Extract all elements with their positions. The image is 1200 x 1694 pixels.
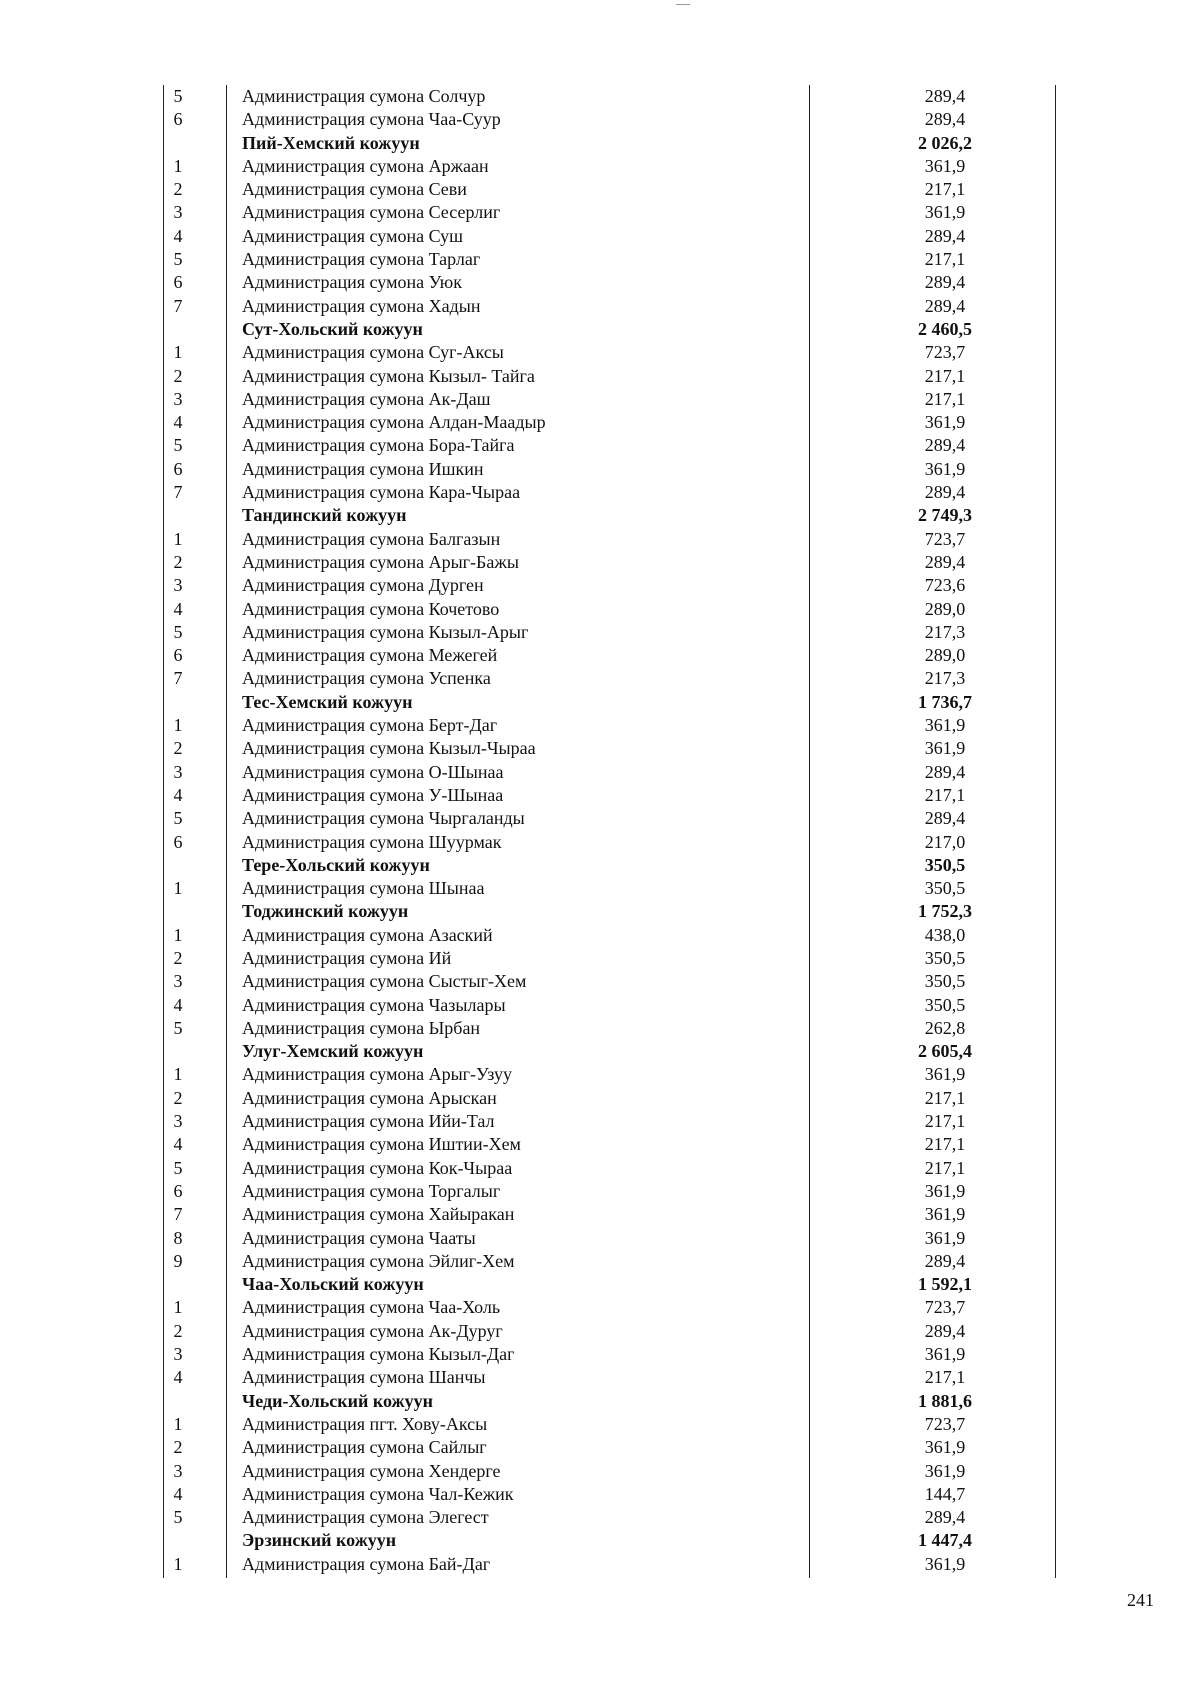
row-value: 361,9 [924,715,966,736]
row-name: Администрация сумона Ырбан [242,1017,481,1038]
row-name: Администрация сумона Уюк [242,272,462,293]
row-number: 6 [173,831,183,852]
row-value: 2 749,3 [918,505,972,526]
row-name: Администрация сумона Бай-Даг [242,1553,491,1574]
row-number: 2 [173,365,183,386]
row-number: 1 [173,1413,183,1434]
row-name: Администрация сумона Шуурмак [242,831,502,852]
row-name: Администрация сумона Суш [242,225,464,246]
row-number: 5 [173,808,183,829]
row-name: Администрация сумона Торгалыг [242,1180,501,1201]
row-name: Тес-Хемский кожуун [242,691,413,712]
row-value: 723,7 [924,528,966,549]
row-name: Администрация сумона Алдан-Маадыр [242,412,546,433]
row-name: Чеди-Хольский кожуун [242,1390,433,1411]
table-row [160,667,1060,690]
row-value: 350,5 [924,854,966,875]
row-value: 289,4 [924,109,966,130]
table-row [160,108,1060,131]
table-row [160,178,1060,201]
row-number: 4 [173,225,183,246]
row-value: 217,1 [924,1157,966,1178]
table-row [160,714,1060,737]
table-row [160,1343,1060,1366]
row-number: 6 [173,645,183,666]
table-row [160,574,1060,597]
row-number: 2 [173,551,183,572]
table-row [160,621,1060,644]
row-value: 217,1 [924,388,966,409]
row-number: 7 [173,295,183,316]
row-value: 262,8 [924,1017,966,1038]
row-name: Администрация сумона Иштии-Хем [242,1134,521,1155]
table-row [160,341,1060,364]
table-row [160,737,1060,760]
table-row [160,1017,1060,1040]
table-row [160,807,1060,830]
page-number: 241 [1127,1590,1154,1610]
row-name: Администрация сумона Чал-Кежик [242,1483,514,1504]
row-value: 1 752,3 [918,901,972,922]
row-value: 289,4 [924,808,966,829]
row-name: Администрация сумона Аржаан [242,155,489,176]
table-row [160,947,1060,970]
table-row [160,761,1060,784]
row-number: 2 [173,179,183,200]
table-row [160,1133,1060,1156]
row-number: 5 [173,621,183,642]
row-value: 361,9 [924,1227,966,1248]
table-row [160,1296,1060,1319]
table-row [160,831,1060,854]
row-number: 5 [173,86,183,106]
row-number: 4 [173,994,183,1015]
row-number: 7 [173,1204,183,1225]
row-value: 361,9 [924,458,966,479]
row-number: 7 [173,482,183,503]
row-value: 350,5 [924,971,966,992]
row-value: 217,1 [924,1134,966,1155]
row-number: 6 [173,458,183,479]
district-header-row [160,854,1060,877]
table-row [160,784,1060,807]
table-row [160,970,1060,993]
table-row [160,551,1060,574]
row-number: 8 [173,1227,183,1248]
table-row [160,1063,1060,1086]
row-name: Тандинский кожуун [242,505,407,526]
row-number: 5 [173,1157,183,1178]
table-row [160,1506,1060,1529]
row-number: 1 [173,342,183,363]
row-name: Администрация сумона Кызыл-Арыг [242,621,529,642]
row-value: 723,7 [924,1297,966,1318]
row-value: 217,1 [924,249,966,270]
row-name: Администрация сумона Хендерге [242,1460,501,1481]
row-number: 1 [173,924,183,945]
row-value: 289,0 [924,645,966,666]
row-name: Эрзинский кожуун [242,1530,397,1551]
row-value: 1 881,6 [918,1390,972,1411]
row-value: 1 592,1 [918,1274,972,1295]
row-value: 723,7 [924,1413,966,1434]
row-value: 361,9 [924,1437,966,1458]
row-name: Администрация сумона Арыскан [242,1087,497,1108]
row-value: 2 605,4 [918,1041,972,1062]
row-name: Администрация сумона О-Шынаа [242,761,504,782]
row-value: 361,9 [924,738,966,759]
row-name: Администрация сумона Кок-Чыраа [242,1157,513,1178]
row-name: Администрация сумона Чаа-Суур [242,109,501,130]
row-value: 350,5 [924,878,966,899]
table-row [160,388,1060,411]
row-name: Администрация сумона Хайыракан [242,1204,515,1225]
row-number: 4 [173,1483,183,1504]
table-row [160,528,1060,551]
table-row [160,458,1060,481]
row-value: 217,3 [924,621,966,642]
row-name: Администрация сумона Бора-Тайга [242,435,515,456]
row-number: 1 [173,715,183,736]
table-row [160,1483,1060,1506]
row-value: 144,7 [924,1483,966,1504]
row-name: Администрация сумона Дурген [242,575,484,596]
table-row [160,201,1060,224]
table-row [160,598,1060,621]
row-number: 5 [173,1017,183,1038]
row-value: 350,5 [924,947,966,968]
row-value: 361,9 [924,155,966,176]
row-name: Администрация сумона Кочетово [242,598,500,619]
row-name: Администрация сумона Элегест [242,1507,489,1528]
district-header-row [160,318,1060,341]
row-value: 217,1 [924,1111,966,1132]
table-row [160,1366,1060,1389]
row-name: Тоджинский кожуун [242,901,409,922]
row-name: Администрация сумона Сайлыг [242,1437,487,1458]
row-number: 4 [173,412,183,433]
row-name: Администрация сумона Чааты [242,1227,476,1248]
row-value: 217,1 [924,784,966,805]
row-number: 3 [173,1460,183,1481]
row-name: Пий-Хемский кожуун [242,132,420,153]
row-name: Администрация сумона Кызыл- Тайга [242,365,535,386]
row-value: 289,4 [924,225,966,246]
table-row [160,1320,1060,1343]
row-number: 1 [173,155,183,176]
row-name: Администрация сумона Хадын [242,295,481,316]
table-row [160,1413,1060,1436]
district-header-row [160,900,1060,923]
row-value: 350,5 [924,994,966,1015]
row-value: 2 460,5 [918,318,972,339]
row-name: Администрация сумона Межегей [242,645,498,666]
row-number: 5 [173,435,183,456]
row-number: 2 [173,947,183,968]
row-number: 2 [173,1087,183,1108]
district-header-row [160,1040,1060,1063]
district-header-row [160,1529,1060,1552]
row-number: 3 [173,202,183,223]
row-name: Администрация сумона Чаа-Холь [242,1297,501,1318]
row-name: Администрация сумона Кара-Чыраа [242,482,521,503]
row-name: Администрация сумона Сесерлиг [242,202,501,223]
row-number: 6 [173,1180,183,1201]
row-value: 217,1 [924,179,966,200]
row-value: 361,9 [924,1460,966,1481]
row-name: Администрация сумона Кызыл-Даг [242,1344,515,1365]
row-number: 5 [173,249,183,270]
row-name: Администрация сумона Ак-Дуруг [242,1320,503,1341]
row-number: 1 [173,1064,183,1085]
row-name: Администрация сумона Тарлаг [242,249,481,270]
table-row [160,481,1060,504]
row-number: 2 [173,1437,183,1458]
table-row [160,155,1060,178]
table-row [160,1157,1060,1180]
row-name: Администрация сумона Шанчы [242,1367,486,1388]
table-row [160,1203,1060,1226]
row-name: Администрация сумона Чазылары [242,994,506,1015]
table-row [160,1110,1060,1133]
row-value: 723,7 [924,342,966,363]
row-name: Администрация сумона У-Шынаа [242,784,504,805]
row-value: 289,0 [924,598,966,619]
row-number: 3 [173,1344,183,1365]
district-header-row [160,1390,1060,1413]
table-row [160,924,1060,947]
row-number: 2 [173,738,183,759]
district-header-row [160,504,1060,527]
budget-table [160,85,1060,1576]
row-number: 3 [173,388,183,409]
row-value: 217,3 [924,668,966,689]
table-row [160,994,1060,1017]
row-number: 1 [173,528,183,549]
row-number: 1 [173,1553,183,1574]
row-value: 289,4 [924,295,966,316]
row-name: Администрация сумона Ий [242,947,452,968]
row-value: 289,4 [924,1320,966,1341]
row-number: 6 [173,272,183,293]
row-name: Администрация сумона Шынаа [242,878,485,899]
row-value: 361,9 [924,202,966,223]
row-value: 1 447,4 [918,1530,972,1551]
row-number: 9 [173,1250,183,1271]
district-header-row [160,691,1060,714]
table-row [160,1227,1060,1250]
table-row [160,271,1060,294]
district-header-row [160,1273,1060,1296]
table-row [160,365,1060,388]
row-value: 361,9 [924,412,966,433]
row-name: Администрация сумона Ийи-Тал [242,1111,495,1132]
row-number: 5 [173,1507,183,1528]
row-number: 4 [173,1367,183,1388]
row-name: Администрация сумона Балгазын [242,528,501,549]
table-row [160,1553,1060,1576]
row-name: Администрация сумона Берт-Даг [242,715,498,736]
table-row [160,411,1060,434]
row-number: 4 [173,1134,183,1155]
table-row [160,434,1060,457]
row-value: 361,9 [924,1344,966,1365]
row-number: 1 [173,878,183,899]
row-value: 289,4 [924,86,966,106]
row-name: Администрация сумона Ак-Даш [242,388,491,409]
row-value: 289,4 [924,1507,966,1528]
row-number: 4 [173,598,183,619]
row-name: Улуг-Хемский кожуун [242,1041,424,1062]
row-value: 361,9 [924,1180,966,1201]
row-value: 289,4 [924,435,966,456]
table-row [160,85,1060,108]
row-value: 361,9 [924,1553,966,1574]
row-name: Администрация сумона Азаский [242,924,493,945]
row-name: Администрация сумона Кызыл-Чыраа [242,738,536,759]
row-value: 217,1 [924,365,966,386]
table-row [160,1460,1060,1483]
row-number: 3 [173,761,183,782]
table-row [160,644,1060,667]
table-row [160,1436,1060,1459]
row-number: 1 [173,1297,183,1318]
row-value: 361,9 [924,1204,966,1225]
row-name: Чаа-Хольский кожуун [242,1274,424,1295]
row-value: 217,1 [924,1367,966,1388]
row-value: 289,4 [924,551,966,572]
row-name: Администрация сумона Солчур [242,86,486,106]
row-value: 2 026,2 [918,132,972,153]
scan-mark [676,4,690,5]
row-name: Администрация сумона Успенка [242,668,491,689]
table-row [160,295,1060,318]
row-value: 289,4 [924,1250,966,1271]
row-name: Тере-Хольский кожуун [242,854,430,875]
table-row [160,877,1060,900]
row-number: 6 [173,109,183,130]
row-number: 4 [173,784,183,805]
row-name: Администрация сумона Ишкин [242,458,484,479]
row-value: 289,4 [924,272,966,293]
row-number: 2 [173,1320,183,1341]
row-name: Администрация пгт. Хову-Аксы [242,1413,488,1434]
row-value: 723,6 [924,575,966,596]
row-number: 3 [173,575,183,596]
table-row [160,1180,1060,1203]
row-number: 3 [173,1111,183,1132]
table-row [160,225,1060,248]
row-name: Администрация сумона Эйлиг-Хем [242,1250,515,1271]
row-value: 361,9 [924,1064,966,1085]
row-name: Администрация сумона Сыстыг-Хем [242,971,527,992]
row-number: 7 [173,668,183,689]
table-row [160,248,1060,271]
row-number: 3 [173,971,183,992]
row-name: Администрация сумона Севи [242,179,467,200]
row-name: Администрация сумона Чыргаланды [242,808,525,829]
row-value: 1 736,7 [918,691,972,712]
row-name: Администрация сумона Арыг-Узуу [242,1064,512,1085]
row-name: Администрация сумона Арыг-Бажы [242,551,519,572]
row-name: Сут-Хольский кожуун [242,318,423,339]
table-row [160,1087,1060,1110]
row-value: 217,0 [924,831,966,852]
row-value: 217,1 [924,1087,966,1108]
district-header-row [160,132,1060,155]
table-row [160,1250,1060,1273]
row-value: 438,0 [924,924,966,945]
row-value: 289,4 [924,482,966,503]
row-name: Администрация сумона Суг-Аксы [242,342,504,363]
row-value: 289,4 [924,761,966,782]
